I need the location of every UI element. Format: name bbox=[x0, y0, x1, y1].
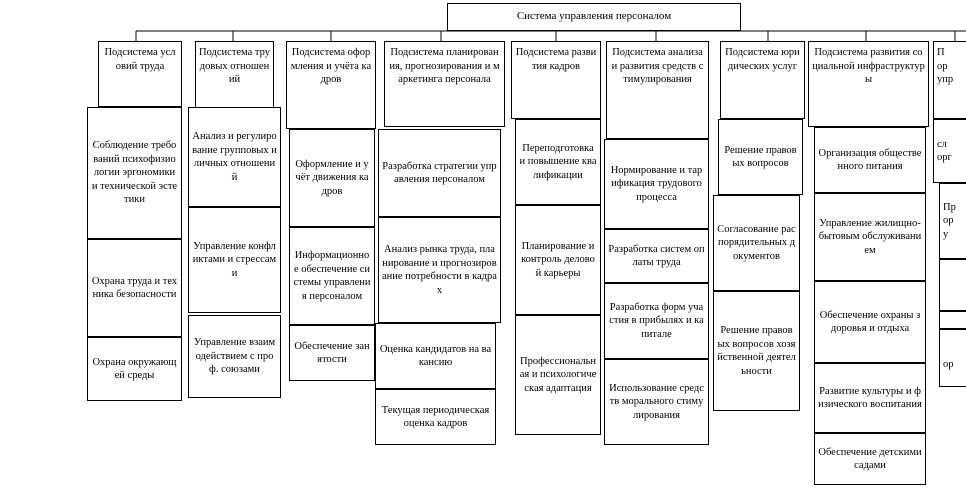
function-box: Управление жилищно-бытовым обслуживанием bbox=[814, 193, 926, 281]
function-box: Анализ рынка труда, планирование и прогнозирование потребности в кадрах bbox=[378, 217, 501, 323]
function-box: Разработка форм участия в прибылях и капитале bbox=[604, 283, 709, 359]
function-box: Обеспечение занятости bbox=[289, 325, 375, 381]
subsystem-working-conditions: Подсистема условий труда bbox=[98, 41, 182, 107]
subsystem-planning: Подсистема планирования, прогнозирования и маркетинга персонала bbox=[384, 41, 505, 127]
function-box: Разработка систем оплаты труда bbox=[604, 229, 709, 283]
function-box: Разработка стратегии управления персоналом bbox=[378, 129, 501, 217]
function-box: Оценка кандидатов на вакансию bbox=[375, 323, 496, 389]
function-box: Переподготовка и повышение квалификации bbox=[515, 119, 601, 205]
function-box bbox=[939, 259, 966, 311]
function-box: Планирование и контроль деловой карьеры bbox=[515, 205, 601, 315]
function-box: сл орг bbox=[933, 119, 966, 183]
function-box: Обеспечение детскими садами bbox=[814, 433, 926, 485]
function-box: Решение правовых вопросов bbox=[718, 119, 803, 195]
function-box: Управление конфликтами и стрессами bbox=[188, 207, 281, 313]
subsystem-legal: Подсистема юридических услуг bbox=[720, 41, 805, 119]
root-node: Система управления персоналом bbox=[447, 3, 741, 31]
function-box: Нормирование и тарификация трудового процесса bbox=[604, 139, 709, 229]
function-box: Организация общественного питания bbox=[814, 127, 926, 193]
function-box: Профессиональная и психологическая адаптация bbox=[515, 315, 601, 435]
function-box: Развитие культуры и физического воспитания bbox=[814, 363, 926, 433]
subsystem-incentives: Подсистема анализа и развития средств стимулирования bbox=[606, 41, 709, 139]
subsystem-labor-relations: Подсистема трудовых отношений bbox=[195, 41, 274, 111]
function-box: Соблюдение требований психофизиологии эргономики и технической эстетики bbox=[87, 107, 182, 239]
function-box: Информационное обеспечение системы управления персоналом bbox=[289, 227, 375, 325]
subsystem-social-infrastructure: Подсистема развития социальной инфраструктуры bbox=[808, 41, 929, 127]
function-box: Обеспечение охраны здоровья и отдыха bbox=[814, 281, 926, 363]
function-box: ор bbox=[939, 329, 966, 387]
function-box: Пр ор у bbox=[939, 183, 966, 259]
function-box: Согласование распорядительных документов bbox=[713, 195, 800, 291]
function-box: Охрана труда и техника безопасности bbox=[87, 239, 182, 337]
function-box: Оформление и учёт движения кадров bbox=[289, 129, 375, 227]
subsystem-development: Подсистема развития кадров bbox=[511, 41, 601, 119]
function-box: Использование средств морального стимулирования bbox=[604, 359, 709, 445]
function-box: Управление взаимодействием с проф. союзами bbox=[188, 315, 281, 398]
function-box: Решение правовых вопросов хозяйственной деятельности bbox=[713, 291, 800, 411]
function-box: Текущая периодическая оценка кадров bbox=[375, 389, 496, 445]
subsystem-records: Подсистема оформления и учёта кадров bbox=[286, 41, 376, 129]
subsystem-cut-off: П ор упр bbox=[933, 41, 966, 119]
function-box: Охрана окружающей среды bbox=[87, 337, 182, 401]
function-box bbox=[939, 311, 966, 329]
function-box: Анализ и регулирование групповых и личных отношений bbox=[188, 107, 281, 207]
